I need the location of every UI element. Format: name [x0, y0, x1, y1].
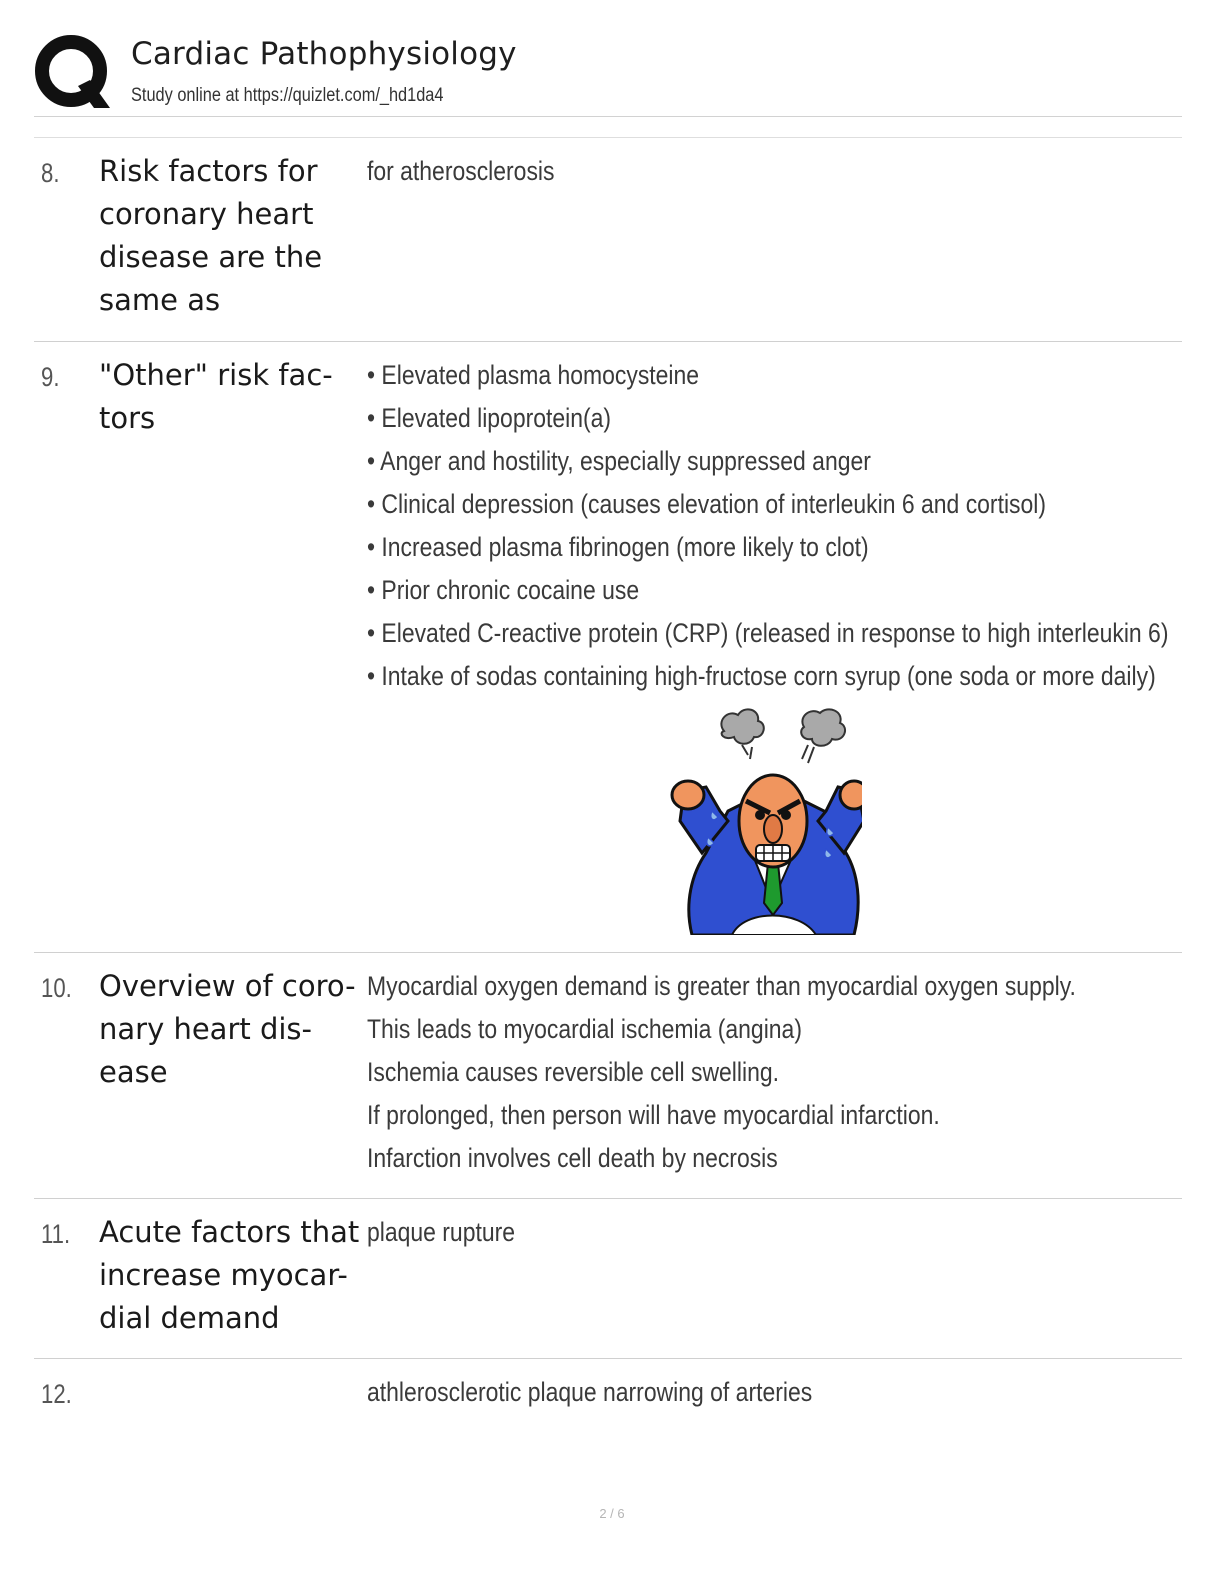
definition-bullet: • Elevated C-reactive protein (CRP) (released in response to high interleukin 6)	[367, 618, 1169, 648]
card-term	[99, 354, 364, 440]
flashcard-10	[34, 965, 1182, 1193]
card-divider	[34, 341, 1182, 342]
flashcard-11	[34, 1211, 1182, 1351]
definition-line: Ischemia causes reversible cell swelling.	[367, 1057, 779, 1087]
definition-bullet: • Anger and hostility, especially suppressed anger	[367, 446, 871, 476]
card-number: 10.	[41, 973, 72, 1003]
term-line: ease	[99, 1055, 168, 1089]
definition-bullet: • Elevated lipoprotein(a)	[367, 403, 612, 433]
study-online-link[interactable]: Study online at https://quizlet.com/_hd1da4	[131, 85, 444, 106]
card-definition	[367, 1371, 1177, 1414]
card-term	[99, 150, 364, 322]
term-line: disease are the	[99, 240, 323, 274]
definition-bullet: • Intake of sodas containing high-fructose corn syrup (one soda or more daily)	[367, 661, 1156, 691]
term-line: coronary heart	[99, 197, 314, 231]
flashcard-9	[34, 354, 1182, 944]
definition-line: This leads to myocardial ischemia (angina)	[367, 1014, 802, 1044]
term-line: Overview of coro-	[99, 969, 356, 1003]
steam-cloud-left-icon	[721, 709, 763, 759]
card-number: 9.	[41, 362, 60, 392]
definition-bullet: • Clinical depression (causes elevation of interleukin 6 and cortisol)	[367, 489, 1047, 519]
definition-line: for atherosclerosis	[367, 156, 555, 186]
definition-line: Myocardial oxygen demand is greater than myocardial oxygen supply.	[367, 971, 1076, 1001]
term-line: Risk factors for	[99, 154, 318, 188]
card-definition	[367, 354, 1177, 698]
term-line: increase myocar-	[99, 1258, 348, 1292]
card-number: 12.	[41, 1379, 72, 1409]
card-term	[99, 1211, 364, 1340]
page-title: Cardiac Pathophysiology	[131, 36, 517, 72]
definition-line: plaque rupture	[367, 1217, 516, 1247]
card-divider	[34, 1358, 1182, 1359]
term-line: same as	[99, 283, 221, 317]
card-definition	[367, 150, 1177, 193]
header-divider-lower	[34, 137, 1182, 138]
term-line: Acute factors that	[99, 1215, 360, 1249]
definition-bullet: • Increased plasma fibrinogen (more likely to clot)	[367, 532, 869, 562]
definition-bullet: • Elevated plasma homocysteine	[367, 360, 700, 390]
page-number: 2 / 6	[599, 1506, 625, 1521]
flashcard-8	[34, 150, 1182, 340]
quizlet-logo-icon	[34, 34, 112, 112]
card-divider	[34, 952, 1182, 953]
card-definition	[367, 965, 1177, 1180]
angry-man-illustration	[632, 703, 862, 935]
card-term	[99, 965, 364, 1094]
definition-line: If prolonged, then person will have myocardial infarction.	[367, 1100, 940, 1130]
card-definition	[367, 1211, 1177, 1254]
flashcard-12	[34, 1371, 1182, 1431]
term-line: tors	[99, 401, 156, 435]
card-divider	[34, 1198, 1182, 1199]
card-number: 8.	[41, 158, 60, 188]
definition-bullet: • Prior chronic cocaine use	[367, 575, 640, 605]
header-divider	[34, 116, 1182, 117]
page-header	[34, 30, 1182, 116]
term-line: "Other" risk fac-	[99, 358, 333, 392]
definition-line: athlerosclerotic plaque narrowing of arteries	[367, 1377, 813, 1407]
term-line: dial demand	[99, 1301, 280, 1335]
definition-line: Infarction involves cell death by necrosis	[367, 1143, 778, 1173]
term-line: nary heart dis-	[99, 1012, 312, 1046]
card-number: 11.	[41, 1219, 71, 1249]
steam-cloud-right-icon	[801, 709, 845, 763]
